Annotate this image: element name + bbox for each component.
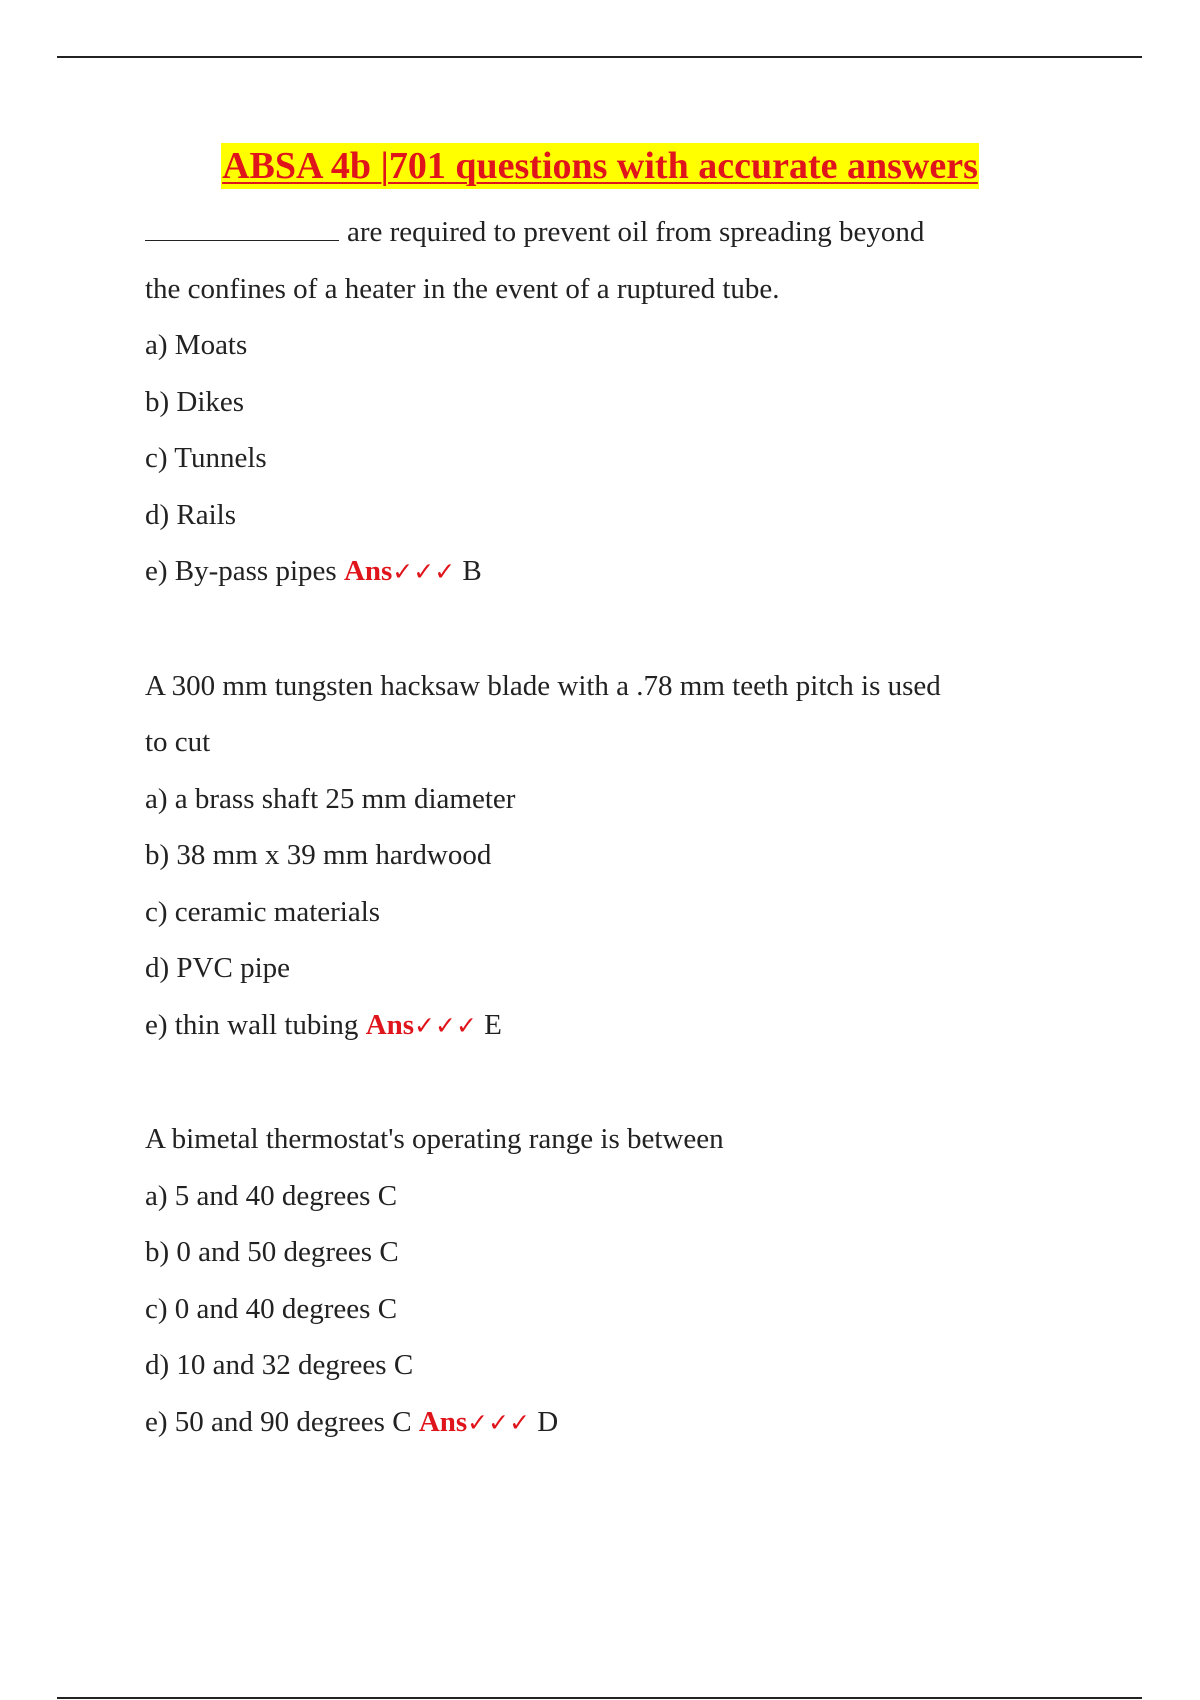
answer-value: E xyxy=(484,1008,502,1041)
option-d: d) PVC pipe xyxy=(145,952,290,984)
option-a: a) a brass shaft 25 mm diameter xyxy=(145,782,516,815)
option-d: d) Rails xyxy=(145,498,237,531)
option-e-text: e) By-pass pipes xyxy=(145,555,337,587)
option-b: b) 0 and 50 degrees C xyxy=(145,1236,399,1268)
question-stem xyxy=(145,204,1065,261)
option-e xyxy=(145,543,1065,601)
stem-text: are required to prevent oil from spreading beyond xyxy=(347,216,925,248)
question-3 xyxy=(145,1111,1065,1451)
answer-label: Ans xyxy=(418,1405,468,1438)
question-stem-continued: to cut xyxy=(145,726,211,758)
question-stem-continued: the confines of a heater in the event of a ruptured tube. xyxy=(145,272,780,305)
option-d: d) 10 and 32 degrees C xyxy=(145,1349,414,1381)
option-c: c) 0 and 40 degrees C xyxy=(145,1292,398,1325)
answer-value: B xyxy=(462,555,482,587)
option-b: b) 38 mm x 39 mm hardwood xyxy=(145,839,492,871)
option-e xyxy=(145,997,1065,1055)
answer-label: Ans xyxy=(365,1008,415,1041)
footer-rule xyxy=(57,1697,1142,1699)
check-marks-icon: ✓✓✓ xyxy=(467,1407,531,1437)
option-a: a) 5 and 40 degrees C xyxy=(145,1179,398,1212)
header-rule xyxy=(57,56,1142,58)
answer-value: D xyxy=(537,1405,559,1438)
document-body xyxy=(145,204,1065,1508)
option-e-text: e) 50 and 90 degrees C xyxy=(145,1405,412,1438)
check-marks-icon: ✓✓✓ xyxy=(392,557,456,586)
option-c: c) Tunnels xyxy=(145,442,267,474)
question-stem: A bimetal thermostat's operating range is between xyxy=(145,1123,724,1155)
check-marks-icon: ✓✓✓ xyxy=(414,1010,477,1040)
option-c: c) ceramic materials xyxy=(145,895,381,928)
option-e xyxy=(145,1394,1065,1452)
option-a: a) Moats xyxy=(145,329,248,361)
question-stem: A 300 mm tungsten hacksaw blade with a .78 mm teeth pitch is used xyxy=(145,669,941,702)
option-b: b) Dikes xyxy=(145,385,245,418)
question-1 xyxy=(145,204,1065,601)
title-container xyxy=(0,143,1200,189)
question-2 xyxy=(145,658,1065,1055)
fill-in-blank xyxy=(145,214,339,241)
option-e-text: e) thin wall tubing xyxy=(145,1008,359,1041)
answer-label: Ans xyxy=(343,555,393,587)
document-title: ABSA 4b |701 questions with accurate answers xyxy=(222,145,978,187)
